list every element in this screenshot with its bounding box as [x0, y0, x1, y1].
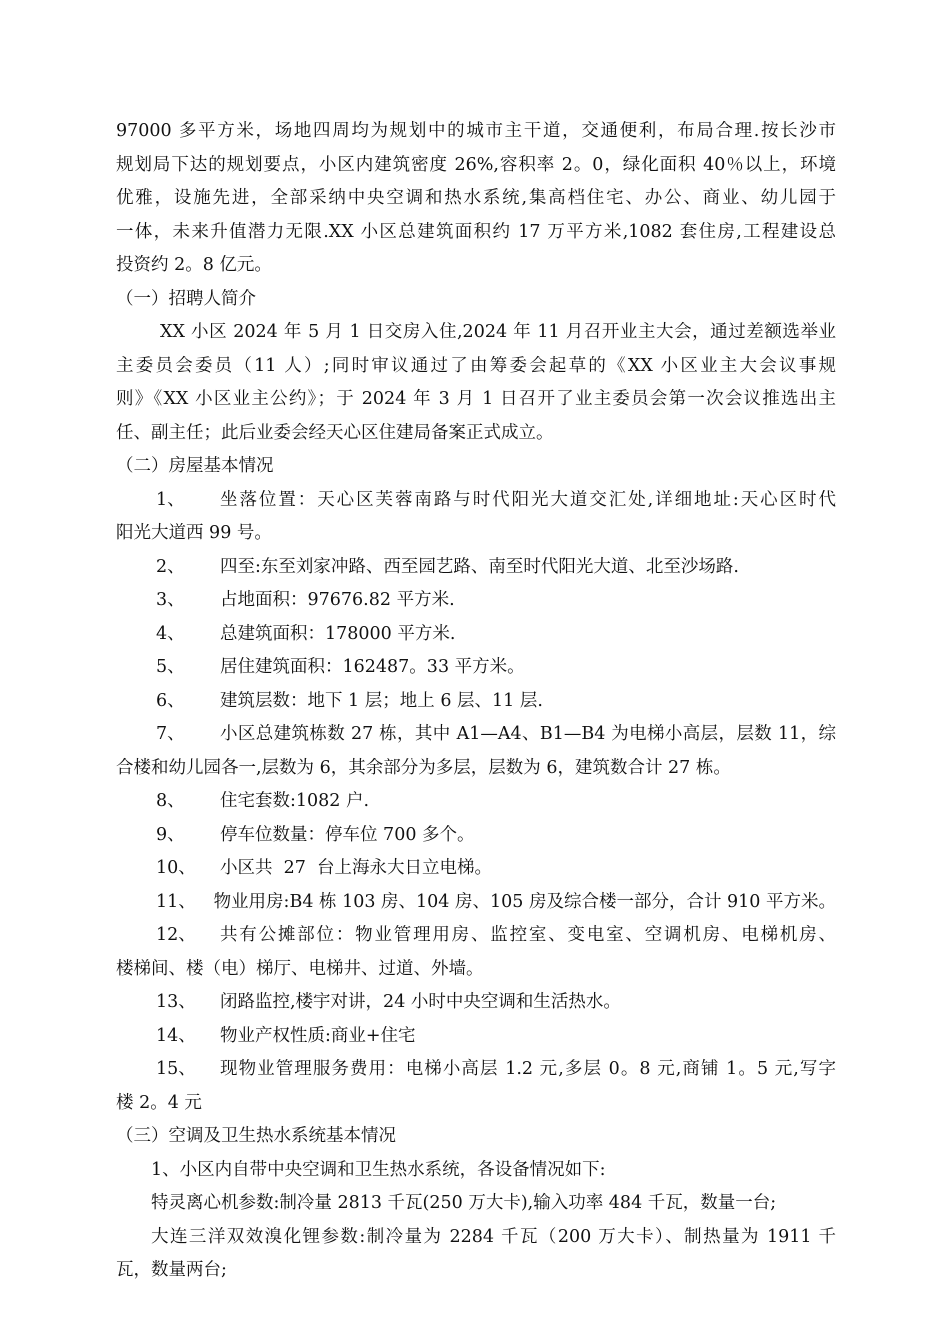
item-number: 7、	[156, 724, 185, 744]
text-line: 1、小区内自带中央空调和卫生热水系统，各设备情况如下:	[151, 1159, 606, 1180]
item-continuation: 合楼和幼儿园各一,层数为 6，其余部分为多层，层数为 6，建筑数合计 27 栋。	[116, 757, 731, 778]
list-item	[116, 919, 836, 953]
item-text: 总建筑面积：178000 平方米.	[220, 623, 456, 644]
list-item	[116, 551, 836, 585]
item-number: 3、	[156, 590, 185, 610]
item-number: 8、	[156, 791, 185, 811]
item-continuation: 阳光大道西 99 号。	[116, 523, 272, 543]
list-item	[116, 584, 836, 618]
item-number: 6、	[156, 690, 185, 711]
text-line: 投资约 2。8 亿元。	[116, 255, 272, 275]
item-text: 四至:东至刘家冲路、西至园艺路、南至时代阳光大道、北至沙场路.	[220, 556, 739, 577]
text-line: 主委员会委员（11 人）;同时审议通过了由筹委会起草的《XX 小区业主大会议事规	[116, 355, 836, 376]
list-item	[116, 819, 836, 853]
item-text: 闭路监控,楼宇对讲，24 小时中央空调和生活热水。	[220, 992, 621, 1012]
list-item	[116, 484, 836, 518]
text-line: 特灵离心机参数:制冷量 2813 千瓦(250 万大卡),输入功率 484 千瓦，数量一台;	[151, 1193, 777, 1213]
list-item	[116, 685, 836, 719]
item-number: 9、	[156, 824, 185, 845]
list-item	[116, 1020, 836, 1054]
section3-paragraph	[116, 1154, 836, 1288]
section1-paragraph	[116, 316, 836, 450]
item-number: 4、	[156, 623, 185, 644]
item-continuation: 楼 2。4 元	[116, 1092, 202, 1113]
list-item	[116, 986, 836, 1020]
item-text: 建筑层数：地下 1 层；地上 6 层、11 层.	[220, 690, 543, 711]
item-number: 14、	[156, 1025, 196, 1046]
text-line: XX 小区 2024 年 5 月 1 日交房入住,2024 年 11 月召开业主大会，通过差额选举业	[160, 322, 836, 342]
list-item	[116, 651, 836, 685]
text-line: 则》《XX 小区业主公约》；于 2024 年 3 月 1 日召开了业主委员会第一次会议推选出主	[116, 389, 836, 409]
item-number: 13、	[156, 992, 196, 1012]
text-line: 瓦，数量两台;	[116, 1260, 227, 1280]
item-number: 5、	[156, 657, 185, 677]
text-line: 97000 多平方米，场地四周均为规划中的城市主干道，交通便利，布局合理.按长沙市	[116, 121, 836, 141]
list-item	[116, 886, 836, 920]
text-line: 任、副主任；此后业委会经天心区住建局备案正式成立。	[116, 422, 554, 443]
list-item	[116, 718, 836, 752]
item-continuation: 楼梯间、楼（电）梯厅、电梯井、过道、外墙。	[116, 958, 484, 979]
item-text: 小区总建筑栋数 27 栋，其中 A1—A4、B1—B4 为电梯小高层，层数 11，综	[220, 724, 836, 744]
item-text: 住宅套数:1082 户.	[220, 791, 370, 811]
list-item	[116, 852, 836, 886]
item-text: 停车位数量：停车位 700 多个。	[220, 824, 475, 845]
item-text: 物业产权性质:商业+住宅	[220, 1025, 416, 1046]
list-item	[116, 1053, 836, 1087]
item-number: 15、	[156, 1059, 196, 1079]
item-number: 1、	[156, 489, 185, 510]
item-text: 坐落位置：天心区芙蓉南路与时代阳光大道交汇处,详细地址:天心区时代	[220, 489, 836, 510]
item-text: 物业用房:B4 栋 103 房、104 房、105 房及综合楼一部分，合计 910 平方米。	[213, 891, 836, 912]
text-line: 大连三洋双效溴化锂参数:制冷量为 2284 千瓦（200 万大卡）、制热量为 1911 千	[151, 1226, 836, 1247]
item-text: 现物业管理服务费用：电梯小高层 1.2 元,多层 0。8 元,商铺 1。5 元,写字	[220, 1059, 836, 1079]
house-info-list	[116, 484, 836, 1121]
intro-paragraph	[116, 115, 836, 283]
item-text: 居住建筑面积：162487。33 平方米。	[220, 657, 525, 677]
text-line: 规划局下达的规划要点，小区内建筑密度 26%,容积率 2。0，绿化面积 40％以上，环境	[116, 154, 836, 175]
section-heading: （二）房屋基本情况	[116, 456, 274, 476]
item-number: 2、	[156, 556, 185, 577]
item-text: 小区共 27 台上海永大日立电梯。	[220, 858, 493, 878]
list-item	[116, 618, 836, 652]
item-number: 12、	[156, 925, 196, 945]
list-item	[116, 785, 836, 819]
section-heading: （一）招聘人简介	[116, 288, 256, 309]
document-body	[116, 115, 836, 1288]
item-number: 11、	[156, 891, 196, 912]
text-line: 优雅，设施先进，全部采纳中央空调和热水系统,集高档住宅、办公、商业、幼儿园于	[116, 188, 836, 208]
item-text: 共有公摊部位：物业管理用房、监控室、变电室、空调机房、电梯机房、	[220, 925, 836, 945]
text-line: 一体，未来升值潜力无限.XX 小区总建筑面积约 17 万平方米,1082 套住房,工程建设总	[116, 221, 836, 242]
item-number: 10、	[156, 858, 196, 878]
section-heading: （三）空调及卫生热水系统基本情况	[116, 1126, 396, 1146]
item-text: 占地面积：97676.82 平方米.	[220, 590, 455, 610]
